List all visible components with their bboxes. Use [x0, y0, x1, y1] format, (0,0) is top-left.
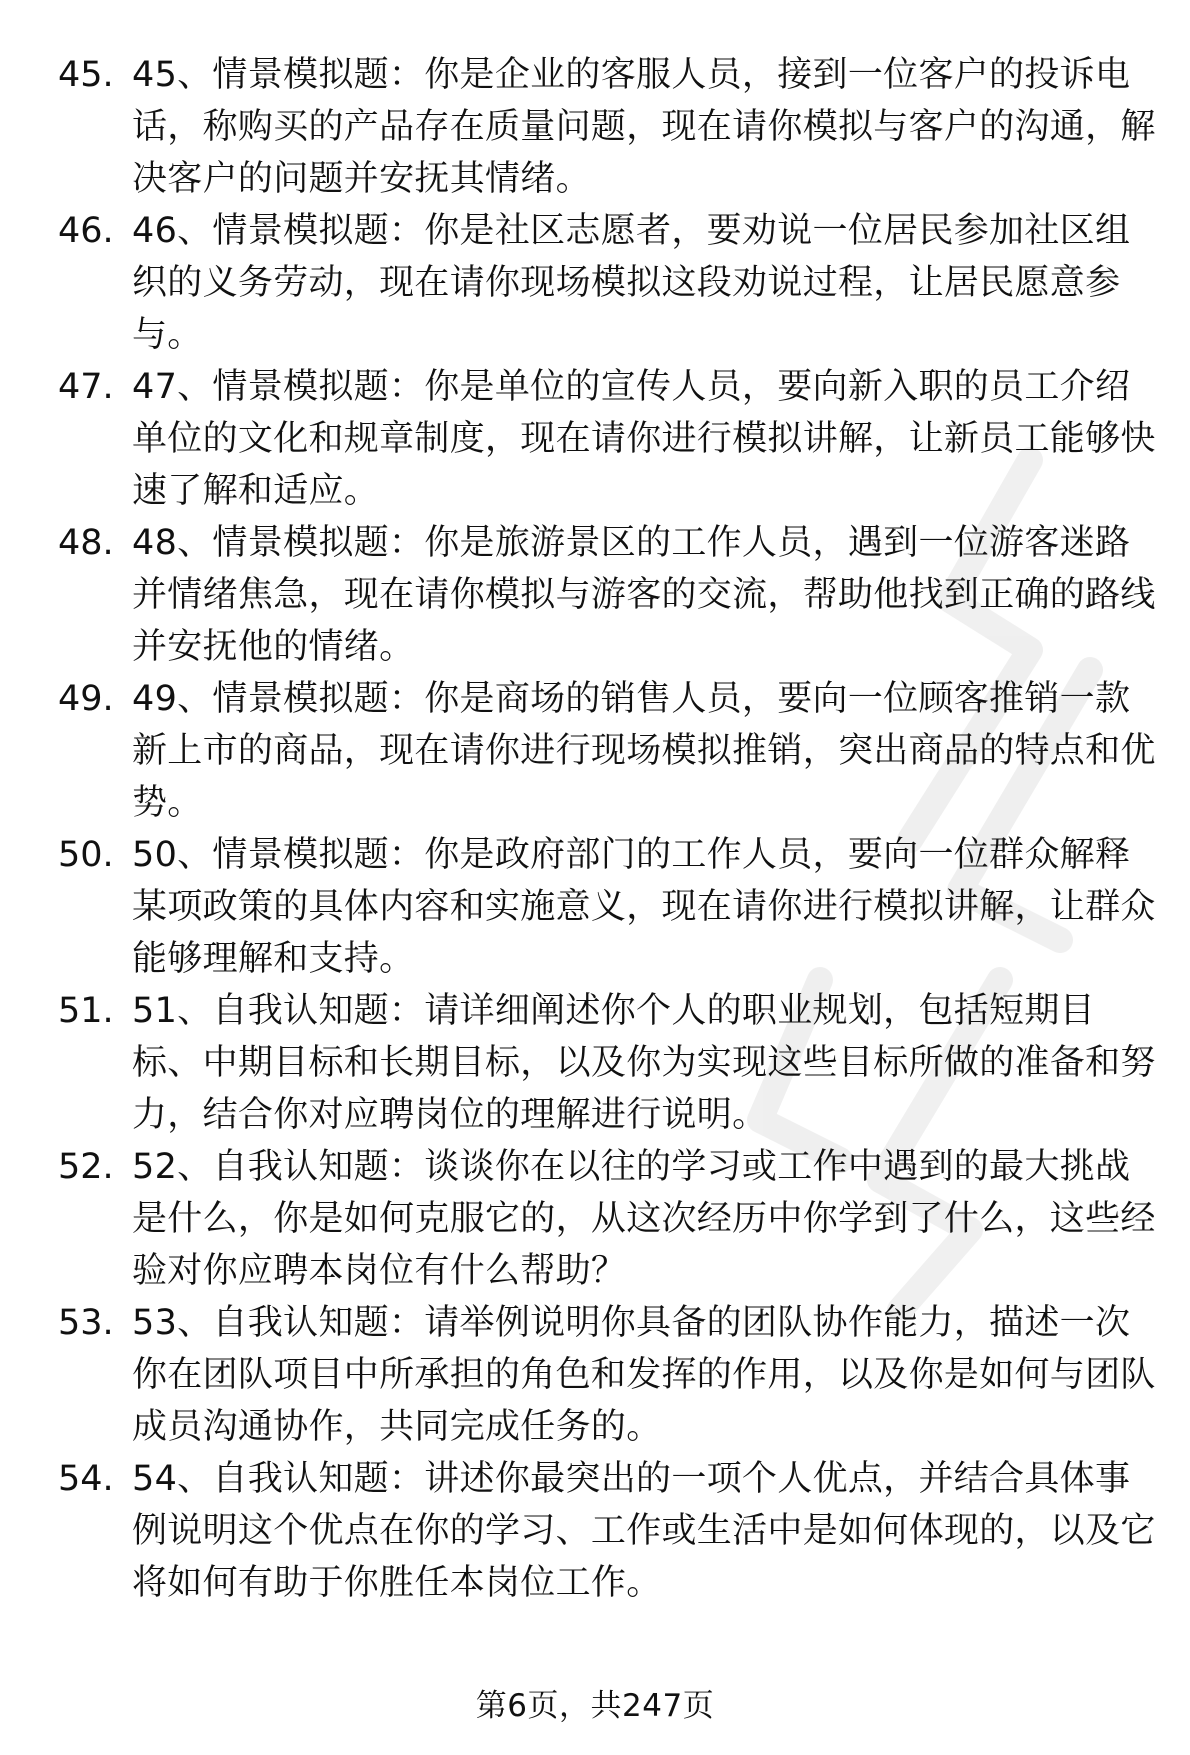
question-text: 48、情景模拟题：你是旅游景区的工作人员，遇到一位游客迷路并情绪焦急，现在请你模拟与游客的交流，帮助他找到正确的路线并安抚他的情绪。: [132, 523, 1156, 667]
question-number: 51.: [58, 991, 114, 1031]
question-number: 53.: [58, 1303, 114, 1343]
question-text: 51、自我认知题：请详细阐述你个人的职业规划，包括短期目标、中期目标和长期目标，以及你为实现这些目标所做的准备和努力，结合你对应聘岗位的理解进行说明。: [132, 991, 1156, 1135]
question-number: 49.: [58, 679, 114, 719]
question-number: 48.: [58, 523, 114, 563]
question-number: 45.: [58, 55, 114, 95]
question-text: 49、情景模拟题：你是商场的销售人员，要向一位顾客推销一款新上市的商品，现在请你进行现场模拟推销，突出商品的特点和优势。: [132, 679, 1156, 823]
page-footer: [0, 1684, 1190, 1728]
question-text: 45、情景模拟题：你是企业的客服人员，接到一位客户的投诉电话，称购买的产品存在质量问题，现在请你模拟与客户的沟通，解决客户的问题并安抚其情绪。: [132, 55, 1156, 199]
question-number: 47.: [58, 367, 114, 407]
question-text: 54、自我认知题：讲述你最突出的一项个人优点，并结合具体事例说明这个优点在你的学习、工作或生活中是如何体现的，以及它将如何有助于你胜任本岗位工作。: [132, 1459, 1156, 1603]
question-number: 52.: [58, 1147, 114, 1187]
question-number: 54.: [58, 1459, 114, 1499]
question-number: 50.: [58, 835, 114, 875]
question-text: 47、情景模拟题：你是单位的宣传人员，要向新入职的员工介绍单位的文化和规章制度，现在请你进行模拟讲解，让新员工能够快速了解和适应。: [132, 367, 1156, 511]
question-number: 46.: [58, 211, 114, 251]
question-text: 53、自我认知题：请举例说明你具备的团队协作能力，描述一次你在团队项目中所承担的角色和发挥的作用，以及你是如何与团队成员沟通协作，共同完成任务的。: [132, 1303, 1156, 1447]
question-text: 50、情景模拟题：你是政府部门的工作人员，要向一位群众解释某项政策的具体内容和实施意义，现在请你进行模拟讲解，让群众能够理解和支持。: [132, 835, 1156, 979]
question-text: 46、情景模拟题：你是社区志愿者，要劝说一位居民参加社区组织的义务劳动，现在请你现场模拟这段劝说过程，让居民愿意参与。: [132, 211, 1131, 355]
question-text: 52、自我认知题：谈谈你在以往的学习或工作中遇到的最大挑战是什么，你是如何克服它的，从这次经历中你学到了什么，这些经验对你应聘本岗位有什么帮助？: [132, 1147, 1156, 1291]
page-number-label: 第6页，共247页: [475, 1688, 715, 1724]
